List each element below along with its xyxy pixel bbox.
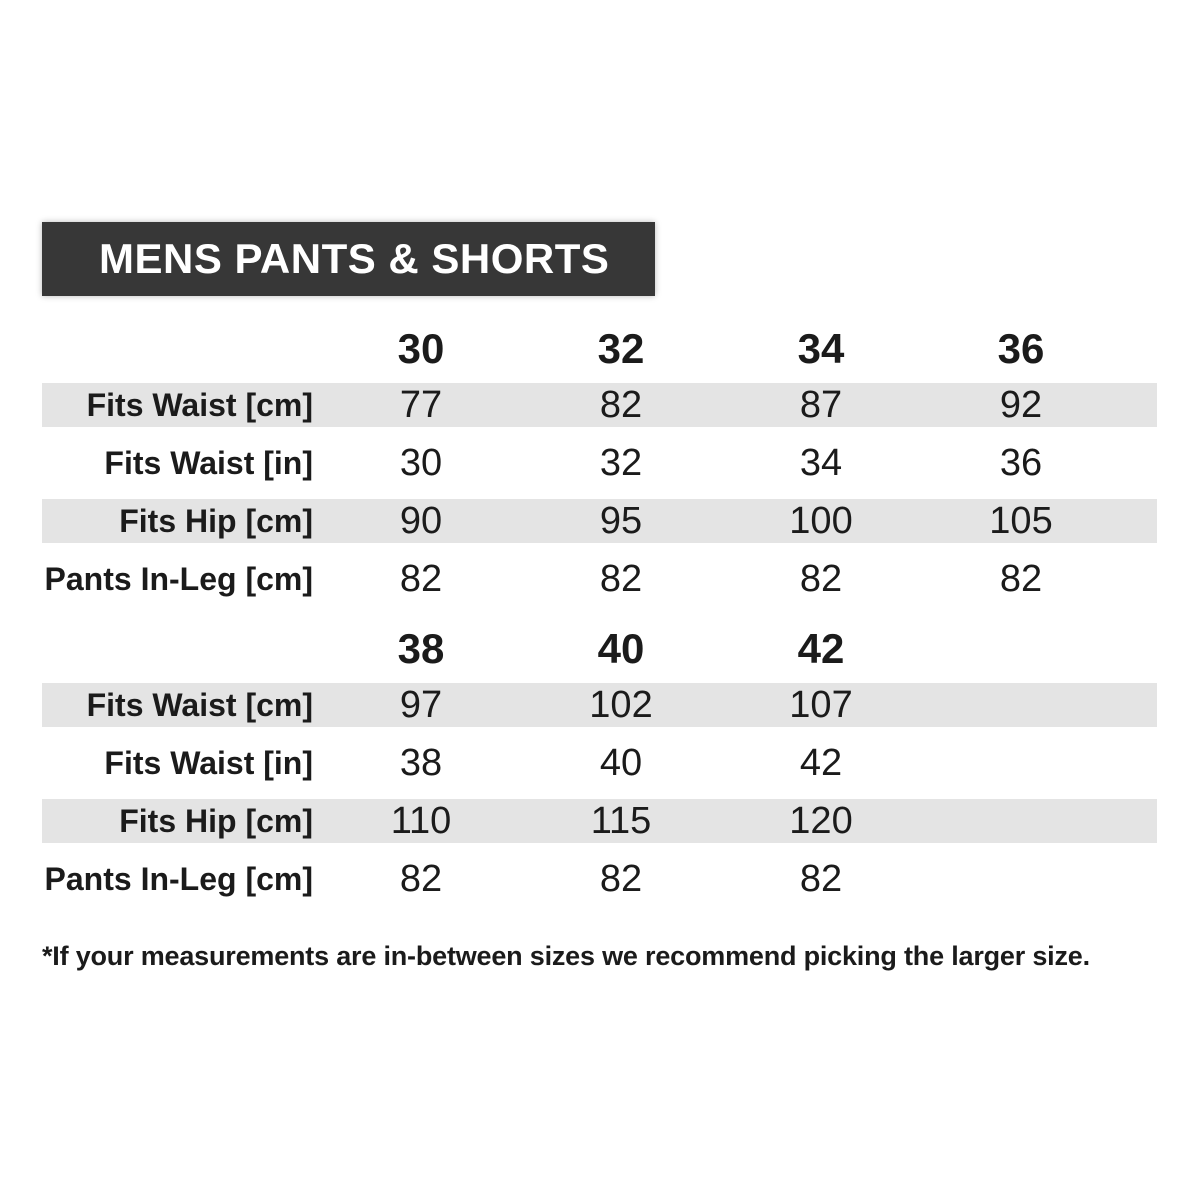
row-label: Fits Waist [cm] [86, 686, 313, 723]
cell-value: 102 [589, 683, 653, 726]
row-label: Fits Waist [in] [104, 744, 313, 781]
cell-value: 34 [799, 441, 843, 484]
size-header-row [42, 622, 1157, 676]
cell-value: 90 [399, 499, 443, 542]
cell-value: 95 [599, 499, 643, 542]
size-header-36: 36 [997, 325, 1045, 372]
size-header-38: 38 [397, 625, 445, 672]
cell-value: 100 [789, 499, 853, 542]
table-row-pants-in-leg-cm [42, 850, 1157, 908]
cell-value: 77 [399, 383, 443, 426]
row-label: Fits Hip [cm] [119, 502, 313, 539]
title-bar [42, 222, 655, 296]
cell-value: 82 [999, 557, 1043, 600]
cell-value: 92 [999, 383, 1043, 426]
size-table-38-42 [42, 622, 1157, 908]
cell-value: 38 [399, 741, 443, 784]
row-label: Pants In-Leg [cm] [44, 560, 313, 597]
cell-value: 40 [599, 741, 643, 784]
size-header-34: 34 [797, 325, 845, 372]
cell-value: 115 [590, 799, 652, 842]
size-header-30: 30 [397, 325, 445, 372]
cell-value: 32 [599, 441, 643, 484]
table-row-fits-waist-cm [42, 376, 1157, 434]
size-table-30-36 [42, 322, 1157, 608]
table-row-fits-hip-cm [42, 492, 1157, 550]
cell-value: 42 [799, 741, 843, 784]
row-label: Fits Hip [cm] [119, 802, 313, 839]
size-header-40: 40 [597, 625, 645, 672]
size-footnote: *If your measurements are in-between sizes we recommend picking the larger size. [42, 941, 1090, 971]
cell-value: 82 [399, 557, 443, 600]
size-header-row [42, 322, 1157, 376]
table-row-fits-hip-cm [42, 792, 1157, 850]
cell-value: 97 [399, 683, 443, 726]
size-header-32: 32 [597, 325, 645, 372]
table-row-fits-waist-cm [42, 676, 1157, 734]
cell-value: 82 [799, 857, 843, 900]
cell-value: 82 [599, 857, 643, 900]
table-row-fits-waist-in [42, 434, 1157, 492]
size-header-42: 42 [797, 625, 845, 672]
cell-value: 107 [789, 683, 853, 726]
cell-value: 87 [799, 383, 843, 426]
cell-value: 82 [599, 557, 643, 600]
table-row-pants-in-leg-cm [42, 550, 1157, 608]
page-title: MENS PANTS & SHORTS [99, 235, 610, 282]
row-label: Fits Waist [in] [104, 444, 313, 481]
cell-value: 36 [999, 441, 1043, 484]
cell-value: 30 [399, 441, 443, 484]
cell-value: 82 [799, 557, 843, 600]
cell-value: 120 [789, 799, 853, 842]
cell-value: 110 [390, 799, 452, 842]
cell-value: 105 [989, 499, 1053, 542]
row-label: Fits Waist [cm] [86, 386, 313, 423]
cell-value: 82 [599, 383, 643, 426]
cell-value: 82 [399, 857, 443, 900]
row-label: Pants In-Leg [cm] [44, 860, 313, 897]
table-row-fits-waist-in [42, 734, 1157, 792]
